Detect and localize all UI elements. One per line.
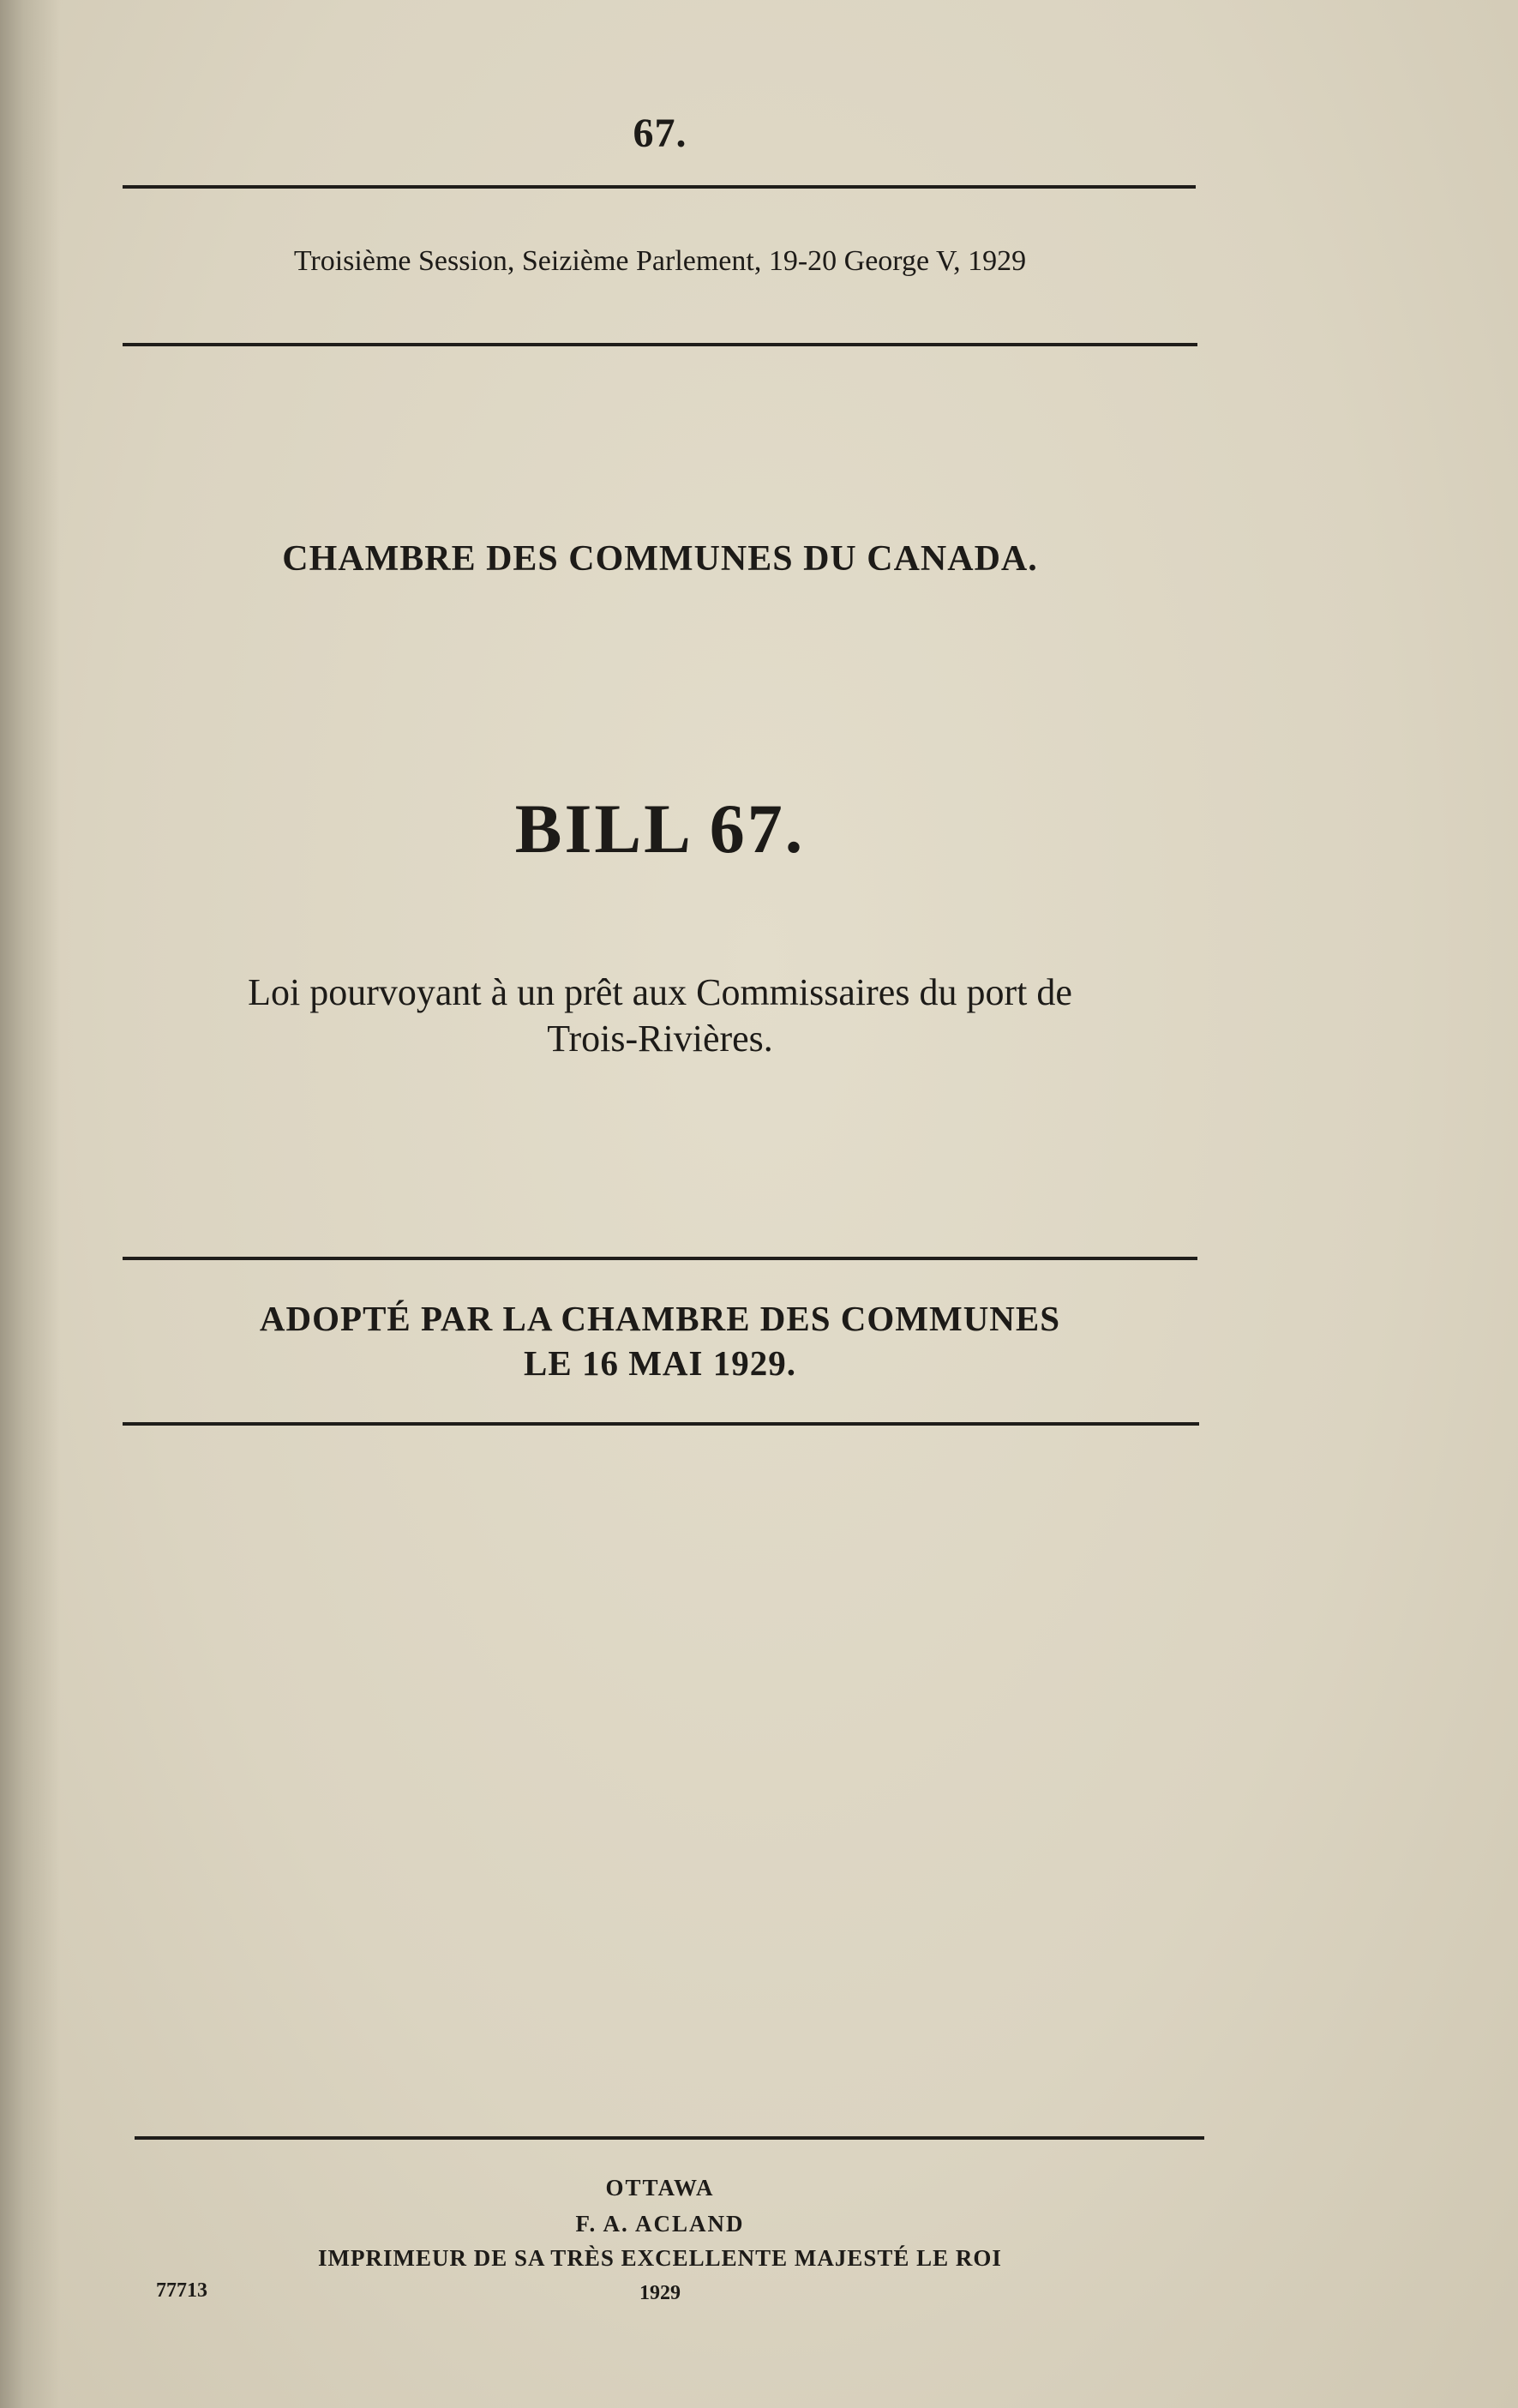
top-rule xyxy=(123,185,1196,189)
imprint-rule xyxy=(135,2136,1204,2140)
imprint-code-number: 77713 xyxy=(156,2279,207,2302)
imprint-printer-title: IMPRIMEUR DE SA TRÈS EXCELLENTE MAJESTÉ LE ROI xyxy=(318,2245,1002,2271)
bill-title-line-2: Trois-Rivières. xyxy=(547,1018,773,1060)
session-rule xyxy=(123,343,1197,346)
session-line: Troisième Session, Seizième Parlement, 19-20 George V, 1929 xyxy=(293,245,1027,277)
binding-shadow xyxy=(0,0,60,2408)
chamber-heading: CHAMBRE DES COMMUNES DU CANADA. xyxy=(282,539,1038,579)
passed-line-1: ADOPTÉ PAR LA CHAMBRE DES COMMUNES xyxy=(259,1299,1061,1338)
bill-title-line-1: Loi pourvoyant à un prêt aux Commissaires du port de xyxy=(248,971,1072,1013)
passed-bottom-rule xyxy=(123,1422,1199,1426)
imprint-city: OTTAWA xyxy=(605,2175,715,2201)
imprint-year: 1929 xyxy=(639,2282,681,2304)
imprint-printer-name: F. A. ACLAND xyxy=(575,2211,745,2237)
bill-number: BILL 67. xyxy=(514,790,806,868)
passed-top-rule xyxy=(123,1257,1197,1260)
passed-line-2: LE 16 MAI 1929. xyxy=(524,1343,796,1383)
page-number: 67. xyxy=(633,111,687,156)
